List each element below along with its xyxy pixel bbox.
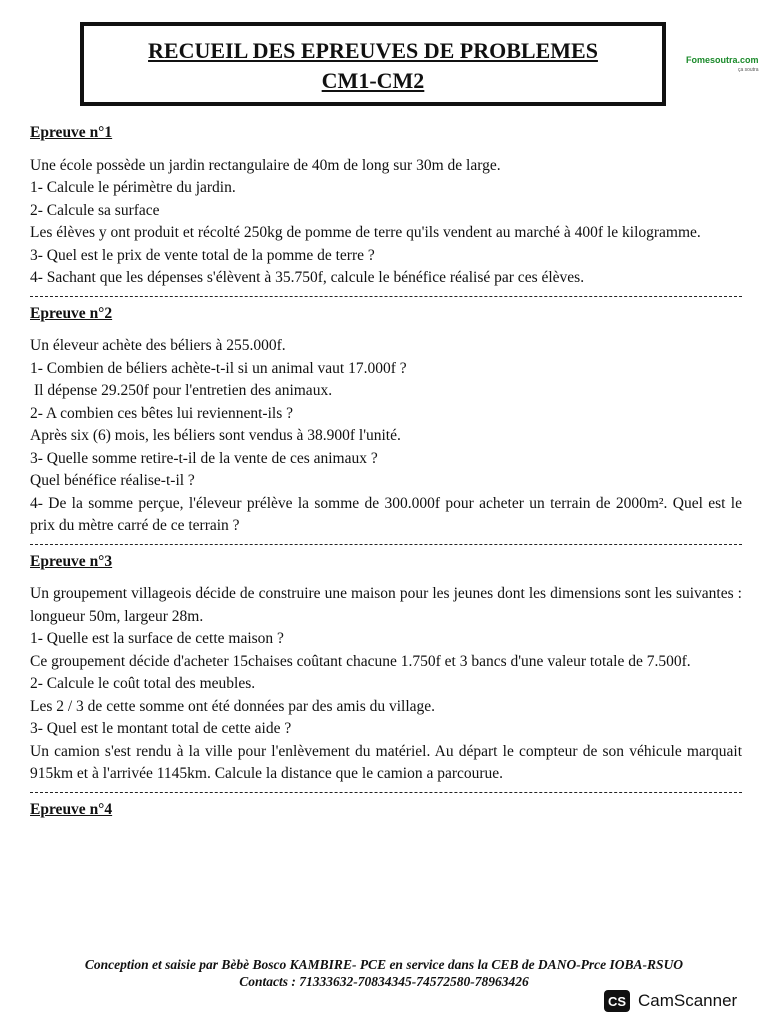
- epreuve-2-title: Epreuve n°2: [30, 304, 113, 322]
- epreuve-3-question: 3- Quel est le montant total de cette aide ?: [30, 720, 292, 737]
- camscanner-watermark: [604, 988, 737, 1014]
- epreuve-3-line: Un camion s'est rendu à la ville pour l'enlèvement du matériel. Au départ le compteur de son véhicule marquait 915km et à l'arrivée 1145km. Calcule la distance que le camion a parcourue.: [30, 742, 742, 782]
- document-title: RECUEIL DES EPREUVES DE PROBLEMES: [148, 38, 598, 63]
- epreuve-4-title: Epreuve n°4: [30, 800, 113, 818]
- section-divider: [30, 544, 742, 545]
- epreuve-3-question: 2- Calcule le coût total des meubles.: [30, 675, 256, 692]
- epreuve-3-line: Un groupement villageois décide de construire une maison pour les jeunes dont les dimensions sont les suivantes : longueur 50m, largeur 28m.: [30, 585, 742, 625]
- epreuve-1-line: Une école possède un jardin rectangulaire de 40m de long sur 30m de large.: [30, 156, 501, 174]
- footer-contacts: Contacts : 71333632-70834345-74572580-78963426: [239, 974, 529, 989]
- epreuve-2-line: Après six (6) mois, les béliers sont vendus à 38.900f l'unité.: [30, 427, 401, 444]
- document-footer: [0, 956, 768, 990]
- logo-tagline: ça soutra: [737, 67, 759, 73]
- document-subtitle: CM1-CM2: [321, 68, 425, 93]
- logo-text: Fomesoutra.com: [686, 55, 759, 65]
- epreuve-2-question: 3- Quelle somme retire-t-il de la vente de ces animaux ?: [30, 449, 378, 467]
- epreuve-2-line: Il dépense 29.250f pour l'entretien des animaux.: [34, 382, 333, 399]
- fomesoutra-logo: [686, 55, 759, 75]
- epreuve-2-line: Un éleveur achète des béliers à 255.000f.: [30, 337, 286, 354]
- epreuve-1-question: 2- Calcule sa surface: [30, 201, 160, 219]
- epreuve-3-question: 1- Quelle est la surface de cette maison ?: [30, 630, 284, 647]
- epreuve-1-question: 3- Quel est le prix de vente total de la pomme de terre ?: [30, 246, 375, 264]
- epreuve-3-line: Les 2 / 3 de cette somme ont été données par des amis du village.: [30, 697, 436, 715]
- document-body: [30, 118, 742, 831]
- epreuve-1-title: Epreuve n°1: [30, 124, 113, 141]
- epreuve-2-question: 1- Combien de béliers achète-t-il si un animal vaut 17.000f ?: [30, 359, 407, 377]
- epreuve-1-line: Les élèves y ont produit et récolté 250kg de pomme de terre qu'ils vendent au marché à 400f le kilogramme.: [30, 224, 701, 241]
- epreuve-2-question: 2- A combien ces bêtes lui reviennent-ils ?: [30, 404, 293, 422]
- section-divider: [30, 296, 742, 297]
- section-divider: [30, 792, 742, 793]
- camscanner-icon: CS: [604, 990, 630, 1012]
- camscanner-label: CamScanner: [638, 991, 738, 1010]
- document-title-box: [80, 22, 666, 106]
- epreuve-2-question: 4- De la somme perçue, l'éleveur prélève la somme de 300.000f pour acheter un terrain de 2000m². Quel est le prix du mètre carré de ce terrain ?: [30, 494, 742, 534]
- epreuve-1-question: 4- Sachant que les dépenses s'élèvent à 35.750f, calcule le bénéfice réalisé par ces élèves.: [30, 269, 585, 286]
- epreuve-2-question: Quel bénéfice réalise-t-il ?: [30, 472, 195, 489]
- epreuve-3-line: Ce groupement décide d'acheter 15chaises coûtant chacune 1.750f et 3 bancs d'une valeur totale de 7.500f.: [30, 652, 691, 670]
- epreuve-3-title: Epreuve n°3: [30, 552, 113, 570]
- footer-credit: Conception et saisie par Bèbè Bosco KAMBIRE- PCE en service dans la CEB de DANO-Prce IOBA-RSUO: [84, 957, 684, 972]
- epreuve-1-question: 1- Calcule le périmètre du jardin.: [30, 179, 236, 196]
